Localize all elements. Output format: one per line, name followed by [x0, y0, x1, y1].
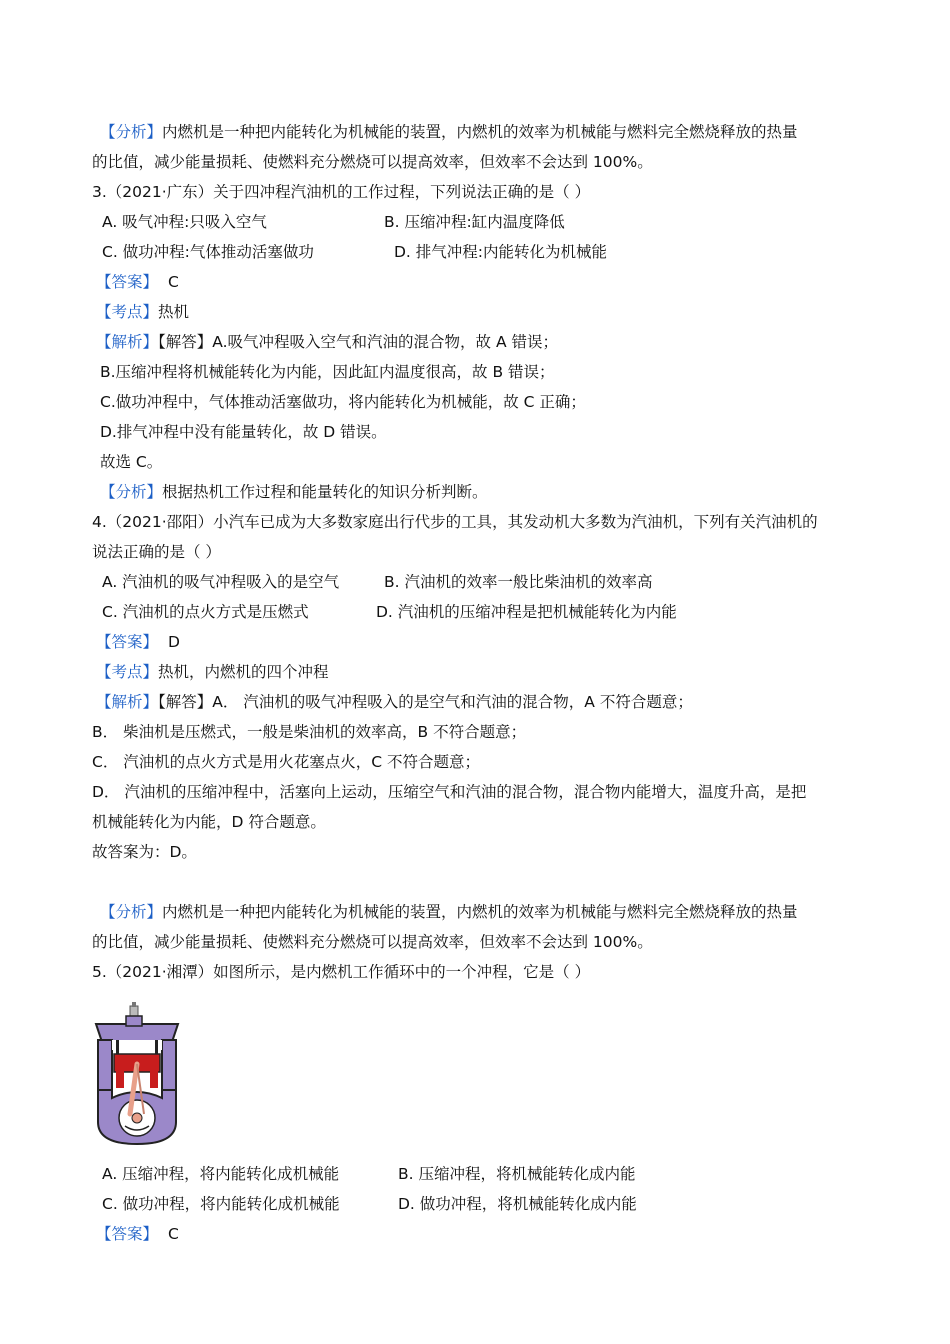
option-b: D. 排气冲程:内能转化为机械能 [394, 243, 608, 261]
section-tag: 【分析】 [100, 483, 163, 501]
engine-diagram [92, 1002, 182, 1148]
text-line [100, 452, 162, 472]
text-line [100, 362, 555, 382]
text-line [96, 692, 693, 712]
section-tag: 【分析】 [100, 123, 163, 141]
line-text: 内燃机是一种把内能转化为机械能的装置，内燃机的效率为机械能与燃料完全燃烧释放的热量 [162, 903, 798, 921]
line-text: 5.（2021·湘潭）如图所示，是内燃机工作循环中的一个冲程，它是（ ） [92, 963, 591, 981]
line-text: B.压缩冲程将机械能转化为内能，因此缸内温度很高，故 B 错误； [100, 363, 555, 381]
section-tag: 【解析】 [96, 333, 159, 351]
option-a: A. 汽油机的吸气冲程吸入的是空气 [102, 573, 340, 591]
line-text: 故选 C。 [100, 453, 163, 471]
line-text: 的比值，减少能量损耗、使燃料充分燃烧可以提高效率，但效率不会达到 100%。 [92, 933, 653, 951]
text-line [92, 782, 806, 802]
text-line [96, 272, 179, 292]
section-tag: 【答案】 [96, 273, 159, 291]
option-b: D. 汽油机的压缩冲程是把机械能转化为内能 [376, 603, 677, 621]
line-text: 的比值，减少能量损耗、使燃料充分燃烧可以提高效率，但效率不会达到 100%。 [92, 153, 653, 171]
line-text: C． 汽油机的点火方式是用火花塞点火，C 不符合题意； [92, 753, 481, 771]
text-line [92, 842, 197, 862]
option-a: C. 做功冲程:气体推动活塞做功 [102, 243, 314, 261]
line-text: B． 柴油机是压燃式，一般是柴油机的效率高，B 不符合题意； [92, 723, 527, 741]
text-line [100, 482, 488, 502]
text-line [92, 752, 480, 772]
section-tag: 【考点】 [96, 663, 159, 681]
line-text: C.做功冲程中，气体推动活塞做功，将内能转化为机械能，故 C 正确； [100, 393, 586, 411]
line-text: 内燃机是一种把内能转化为机械能的装置，内燃机的效率为机械能与燃料完全燃烧释放的热量 [162, 123, 798, 141]
text-line [92, 932, 653, 952]
text-line [92, 152, 653, 172]
text-line [100, 392, 586, 412]
option-b: D. 做功冲程，将机械能转化成内能 [398, 1195, 637, 1213]
line-text: 【解答】A． 汽油机的吸气冲程吸入的是空气和汽油的混合物，A 不符合题意； [158, 693, 693, 711]
option-b: B. 汽油机的效率一般比柴油机的效率高 [384, 573, 653, 591]
text-line [96, 332, 558, 352]
section-tag: 【分析】 [100, 903, 163, 921]
text-line [100, 122, 798, 142]
option-a: A. 压缩冲程，将内能转化成机械能 [102, 1165, 340, 1183]
line-text: 热机 [158, 303, 190, 321]
text-line [92, 182, 590, 202]
line-text: 4.（2021·邵阳）小汽车已成为大多数家庭出行代步的工具，其发动机大多数为汽油机，下列有关汽油机的 [92, 513, 818, 531]
line-text: C [168, 1225, 179, 1243]
line-text: D． 汽油机的压缩冲程中，活塞向上运动，压缩空气和汽油的混合物，混合物内能增大，温度升高，是把 [92, 783, 807, 801]
option-a: A. 吸气冲程:只吸入空气 [102, 213, 267, 231]
text-line [92, 812, 326, 832]
line-text: 说法正确的是（ ） [92, 543, 221, 561]
line-text: C [168, 273, 179, 291]
line-text: 机械能转化为内能，D 符合题意。 [92, 813, 326, 831]
section-tag: 【答案】 [96, 633, 159, 651]
line-text: 热机，内燃机的四个冲程 [158, 663, 329, 681]
text-line [92, 542, 221, 562]
line-text: D [168, 633, 180, 651]
section-tag: 【答案】 [96, 1225, 159, 1243]
option-a: C. 汽油机的点火方式是压燃式 [102, 603, 309, 621]
text-line [96, 1224, 179, 1244]
option-b: B. 压缩冲程:缸内温度降低 [384, 213, 565, 231]
line-text: D.排气冲程中没有能量转化，故 D 错误。 [100, 423, 387, 441]
option-b: B. 压缩冲程，将机械能转化成内能 [398, 1165, 636, 1183]
line-text: 3.（2021·广东）关于四冲程汽油机的工作过程，下列说法正确的是（ ） [92, 183, 591, 201]
text-line [96, 662, 329, 682]
text-line [92, 512, 818, 532]
text-line [100, 422, 387, 442]
text-line [100, 902, 798, 922]
line-text: 根据热机工作过程和能量转化的知识分析判断。 [162, 483, 488, 501]
line-text: 故答案为：D。 [92, 843, 197, 861]
line-text: 【解答】A.吸气冲程吸入空气和汽油的混合物，故 A 错误； [158, 333, 558, 351]
text-line [96, 632, 180, 652]
section-tag: 【考点】 [96, 303, 159, 321]
text-line [92, 962, 590, 982]
section-tag: 【解析】 [96, 693, 159, 711]
option-a: C. 做功冲程，将内能转化成机械能 [102, 1195, 340, 1213]
text-line [92, 722, 526, 742]
text-line [96, 302, 189, 322]
